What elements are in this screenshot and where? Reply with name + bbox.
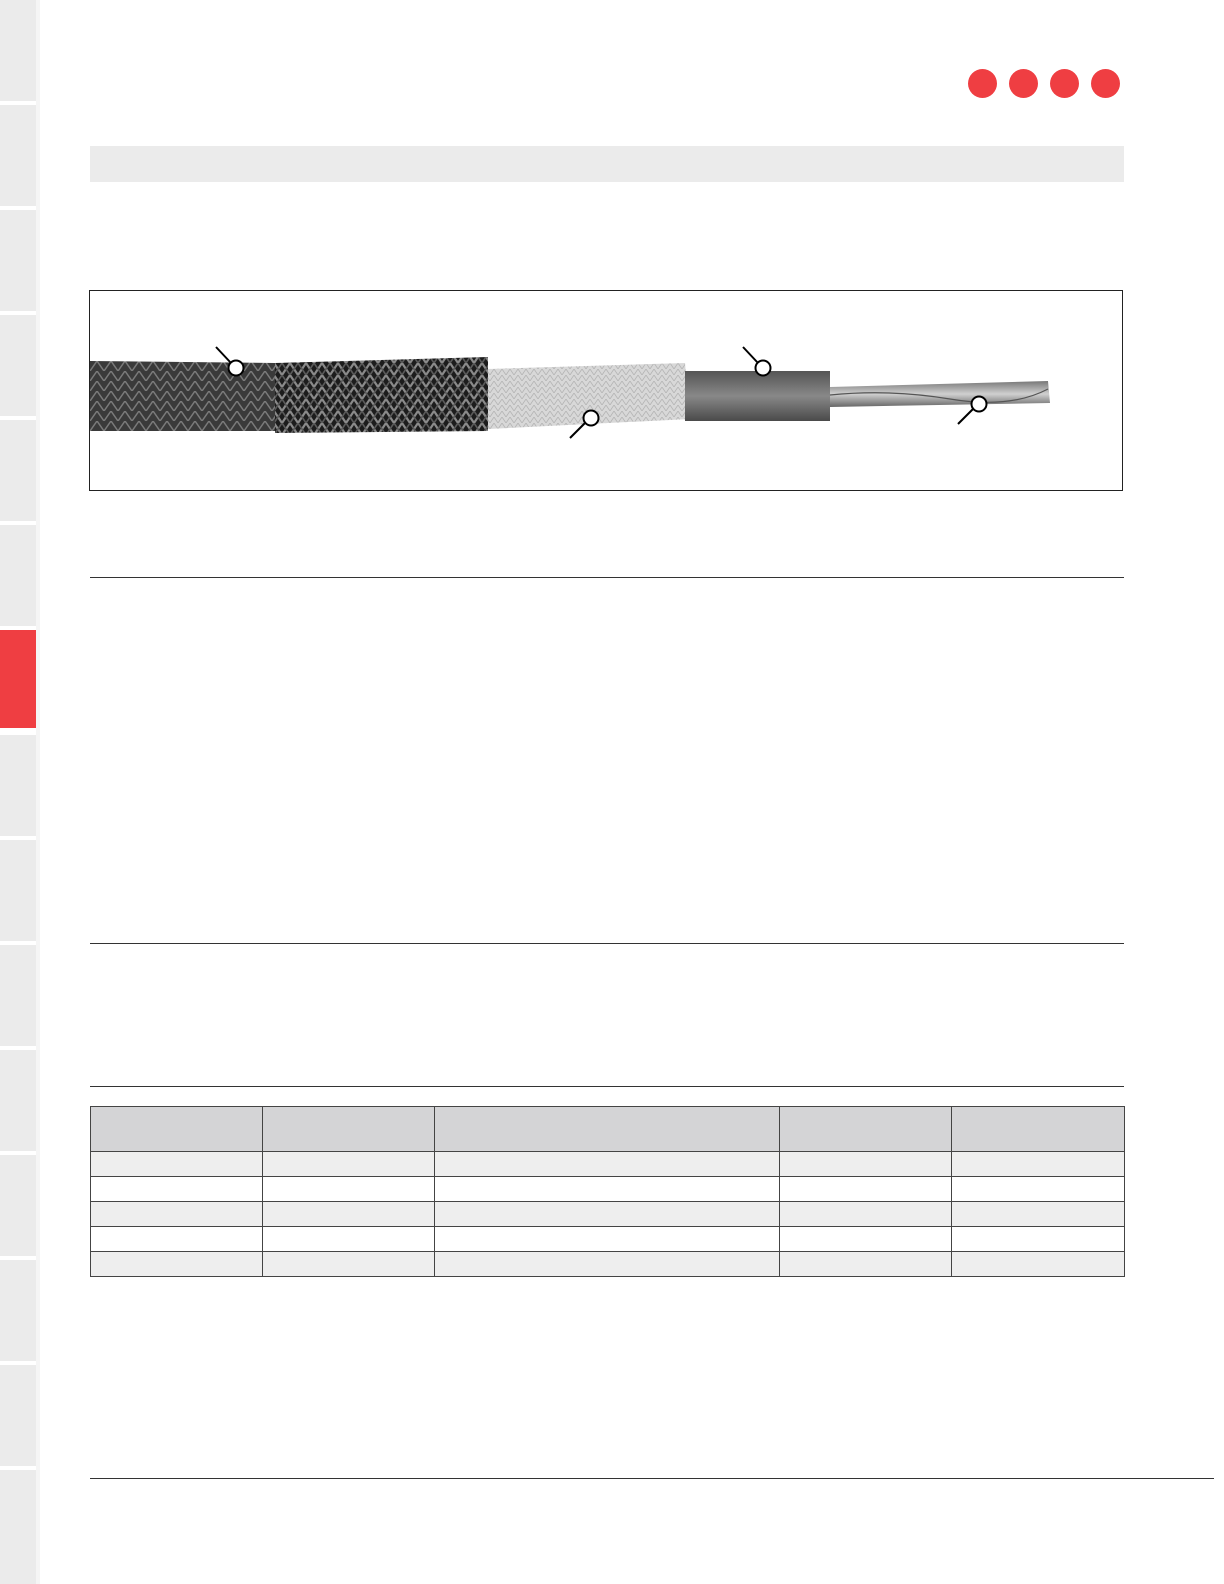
brand-dot xyxy=(1050,69,1079,98)
table-header-cell xyxy=(952,1107,1125,1152)
spec-table xyxy=(90,1106,1125,1277)
section-tab[interactable] xyxy=(0,105,36,206)
table-header-row xyxy=(91,1107,1125,1152)
table-header-cell xyxy=(91,1107,263,1152)
section-tab[interactable] xyxy=(0,210,36,311)
table-cell xyxy=(780,1152,952,1177)
footer-divider xyxy=(90,1478,1214,1479)
section-divider xyxy=(90,577,1124,578)
table-header-cell xyxy=(263,1107,435,1152)
table-cell xyxy=(780,1252,952,1277)
section-tab[interactable] xyxy=(0,840,36,941)
table-cell xyxy=(435,1152,780,1177)
brand-dots xyxy=(968,69,1120,98)
table-cell xyxy=(952,1252,1125,1277)
inner-layer xyxy=(685,371,830,421)
table-cell xyxy=(263,1177,435,1202)
table-cell xyxy=(263,1227,435,1252)
table-cell xyxy=(263,1152,435,1177)
table-cell xyxy=(91,1152,263,1177)
section-tab[interactable] xyxy=(0,525,36,626)
brand-dot xyxy=(1091,69,1120,98)
section-divider xyxy=(90,943,1124,944)
section-tab[interactable] xyxy=(0,1365,36,1466)
section-header-bar xyxy=(90,146,1124,182)
table-cell xyxy=(952,1202,1125,1227)
table-row xyxy=(91,1227,1125,1252)
braid-shield xyxy=(275,357,488,433)
table-cell xyxy=(91,1177,263,1202)
table-cell xyxy=(952,1152,1125,1177)
section-tab[interactable] xyxy=(0,735,36,836)
brand-dot xyxy=(968,69,997,98)
section-tab[interactable] xyxy=(0,0,36,101)
section-tab-active[interactable] xyxy=(0,630,36,728)
table-row xyxy=(91,1202,1125,1227)
tab-strip-edge xyxy=(36,0,40,1584)
section-divider xyxy=(90,1086,1124,1087)
section-tab[interactable] xyxy=(0,1050,36,1151)
section-tab[interactable] xyxy=(0,420,36,521)
section-tab[interactable] xyxy=(0,1470,36,1584)
table-cell xyxy=(952,1227,1125,1252)
table-cell xyxy=(263,1252,435,1277)
table-header-cell xyxy=(435,1107,780,1152)
table-cell xyxy=(435,1202,780,1227)
table-header-cell xyxy=(780,1107,952,1152)
section-tab[interactable] xyxy=(0,315,36,416)
table-row xyxy=(91,1252,1125,1277)
cable-illustration xyxy=(90,291,1123,491)
table-cell xyxy=(91,1252,263,1277)
table-cell xyxy=(435,1252,780,1277)
outer-jacket xyxy=(90,361,275,431)
table-row xyxy=(91,1177,1125,1202)
section-tab[interactable] xyxy=(0,1155,36,1256)
table-cell xyxy=(952,1177,1125,1202)
cable-figure xyxy=(89,290,1123,491)
table-cell xyxy=(780,1227,952,1252)
section-tab[interactable] xyxy=(0,945,36,1046)
table-cell xyxy=(780,1177,952,1202)
table-cell xyxy=(780,1202,952,1227)
table-cell xyxy=(91,1227,263,1252)
brand-dot xyxy=(1009,69,1038,98)
table-cell xyxy=(91,1202,263,1227)
center-conductor xyxy=(830,381,1050,407)
table-cell xyxy=(435,1177,780,1202)
section-tab-strip xyxy=(0,0,36,1584)
section-tab[interactable] xyxy=(0,1260,36,1361)
table-row xyxy=(91,1152,1125,1177)
table-cell xyxy=(435,1227,780,1252)
table-cell xyxy=(263,1202,435,1227)
